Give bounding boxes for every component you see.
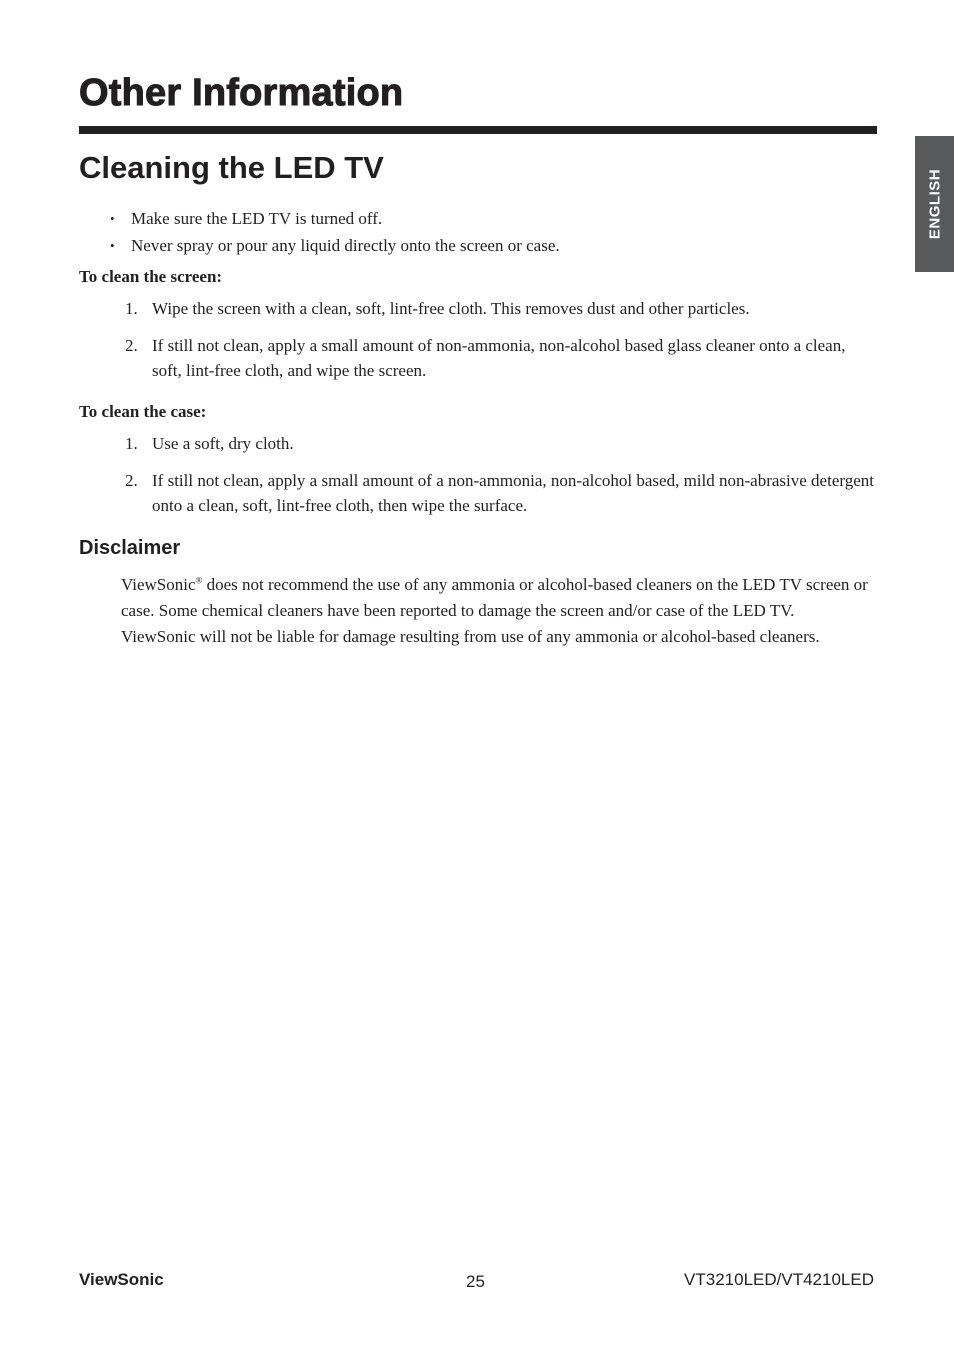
language-tab-label: ENGLISH (926, 168, 943, 240)
step-text: Wipe the screen with a clean, soft, lint-free cloth. This removes dust and other particles. (152, 299, 750, 318)
bullet-text: Make sure the LED TV is turned off. (131, 209, 383, 228)
page-title: Other Information (79, 72, 404, 114)
page-number: 25 (466, 1272, 485, 1291)
bullet-icon: • (110, 211, 115, 226)
list-item (79, 296, 879, 321)
list-item (79, 205, 877, 232)
step-number: 2. (125, 471, 138, 490)
disclaimer-title: Disclaimer (79, 537, 181, 559)
disclaimer-text (121, 572, 871, 650)
title-divider (79, 126, 877, 134)
step-text: Use a soft, dry cloth. (152, 434, 294, 453)
disclaimer-body: does not recommend the use of any ammonia or alcohol-based cleaners on the LED TV screen or case. Some chemical cleaners have been reported to damage the screen and/or case of the LED TV. ViewSonic will not be liable for damage resulting from use of any ammonia or alcohol-based cleaners. (121, 575, 868, 646)
section-title: Cleaning the LED TV (79, 150, 384, 185)
step-number: 1. (125, 434, 138, 453)
case-cleaning-heading: To clean the case: (79, 402, 207, 421)
list-item (79, 232, 877, 259)
language-tab (915, 136, 954, 272)
step-text: If still not clean, apply a small amount of a non-ammonia, non-alcohol based, mild non-abrasive detergent onto a clean, soft, lint-free cloth, then wipe the surface. (152, 471, 874, 515)
step-number: 1. (125, 299, 138, 318)
list-item (79, 333, 879, 383)
bullet-text: Never spray or pour any liquid directly onto the screen or case. (131, 236, 560, 255)
footer-brand: ViewSonic (79, 1270, 164, 1289)
list-item (79, 468, 879, 518)
step-number: 2. (125, 336, 138, 355)
screen-cleaning-steps (79, 296, 879, 395)
registered-mark: ® (195, 575, 203, 586)
footer-model: VT3210LED/VT4210LED (684, 1270, 874, 1289)
precaution-list (79, 205, 877, 259)
bullet-icon: • (110, 238, 115, 253)
disclaimer-brand: ViewSonic (121, 575, 196, 594)
step-text: If still not clean, apply a small amount of non-ammonia, non-alcohol based glass cleaner onto a clean, soft, lint-free cloth, and wipe the screen. (152, 336, 846, 380)
list-item (79, 431, 879, 456)
screen-cleaning-heading: To clean the screen: (79, 267, 223, 286)
case-cleaning-steps (79, 431, 879, 530)
